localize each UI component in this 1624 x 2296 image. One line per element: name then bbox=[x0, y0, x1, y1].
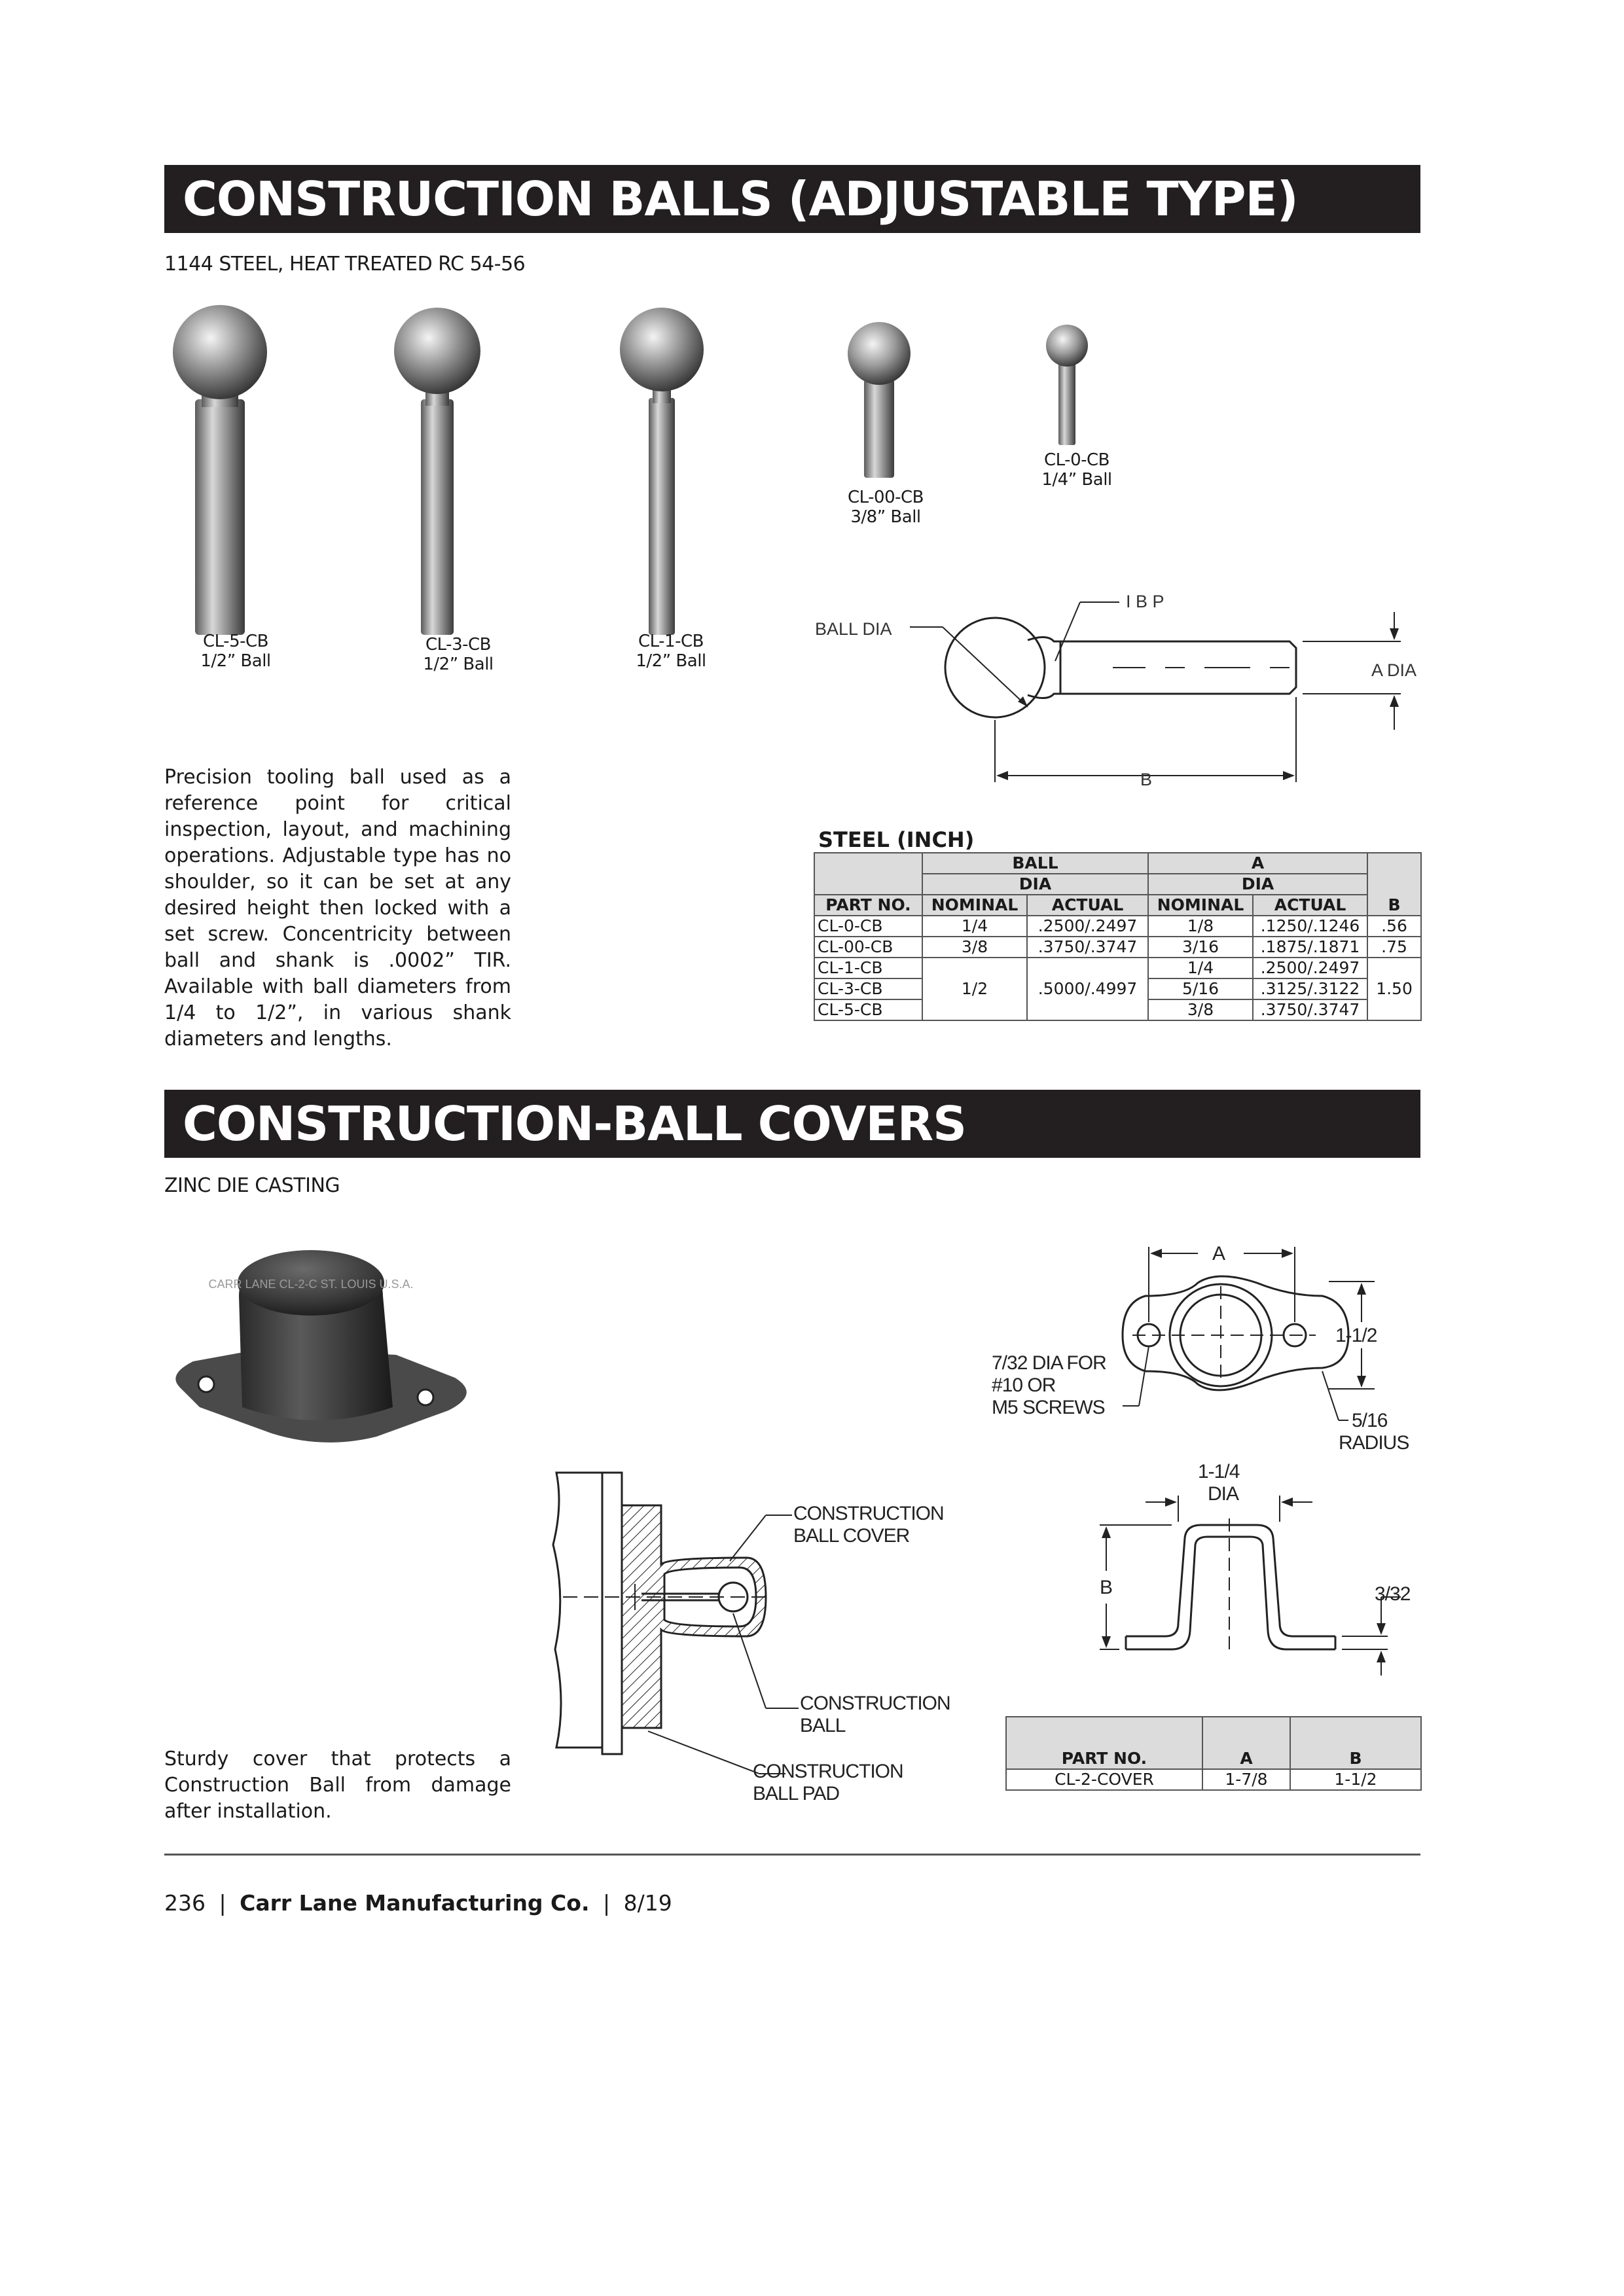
construction-balls-spec-table bbox=[814, 852, 1422, 1021]
part-no-header: PART NO. bbox=[814, 895, 922, 916]
cover-dimension-drawing bbox=[982, 1230, 1427, 1682]
ball-header: BALL bbox=[922, 853, 1148, 874]
caption-cl-0-cb: CL-0-CB 1/4” Ball bbox=[1041, 450, 1112, 490]
cl-3-cb-image bbox=[394, 308, 480, 635]
section-title-construction-balls: CONSTRUCTION BALLS (ADJUSTABLE TYPE) bbox=[164, 165, 1420, 233]
steel-inch-table-title: STEEL (INCH) bbox=[818, 827, 975, 852]
cover-assembly-section bbox=[550, 1466, 969, 1820]
ball-dia-label: BALL DIA bbox=[815, 619, 892, 639]
ibp-label: I B P bbox=[1126, 592, 1164, 611]
a-actual-header: ACTUAL bbox=[1253, 895, 1367, 916]
dim-a-label: A bbox=[1212, 1243, 1225, 1265]
b-header: B bbox=[1367, 853, 1421, 916]
label-cover-2: BALL COVER bbox=[793, 1525, 910, 1547]
cover-stamp-text: CARR LANE CL-2-C ST. LOUIS U.S.A. bbox=[208, 1278, 414, 1291]
label-pad-1: CONSTRUCTION bbox=[753, 1761, 903, 1782]
b-label: B bbox=[1140, 770, 1153, 789]
a-nominal-header: NOMINAL bbox=[1148, 895, 1253, 916]
a-dia-header: DIA bbox=[1148, 874, 1367, 895]
cl-1-cb-image bbox=[620, 308, 704, 635]
material-note: 1144 STEEL, HEAT TREATED RC 54-56 bbox=[164, 253, 526, 276]
cl-0-cb-image bbox=[1046, 325, 1088, 445]
company-name: Carr Lane Manufacturing Co. bbox=[240, 1890, 590, 1916]
footer-divider bbox=[164, 1854, 1420, 1856]
a-header: A bbox=[1148, 853, 1367, 874]
screws-label-2: #10 OR bbox=[992, 1374, 1056, 1396]
section-title-ball-covers: CONSTRUCTION-BALL COVERS bbox=[164, 1090, 1420, 1158]
caption-cl-5-cb: CL-5-CB 1/2” Ball bbox=[200, 632, 271, 671]
table-row: CL-3-CB 5/16 .3125/.3122 bbox=[814, 978, 1421, 999]
caption-cl-00-cb: CL-00-CB 3/8” Ball bbox=[847, 488, 924, 527]
cl-00-cb-image bbox=[848, 322, 911, 478]
screws-label-3: M5 SCREWS bbox=[992, 1397, 1105, 1418]
cl-5-cb-image bbox=[173, 305, 267, 635]
dim-b-label: B bbox=[1100, 1577, 1113, 1598]
construction-balls-photo bbox=[164, 301, 818, 641]
thickness-label: 3/32 bbox=[1375, 1583, 1411, 1605]
caption-cl-1-cb: CL-1-CB 1/2” Ball bbox=[636, 632, 706, 671]
label-ball-2: BALL bbox=[800, 1715, 846, 1736]
ball-actual-header: ACTUAL bbox=[1027, 895, 1148, 916]
dim-one-half-label: 1-1/2 bbox=[1335, 1325, 1377, 1346]
cover-part-no-header: PART NO. bbox=[1006, 1717, 1202, 1769]
table-row: CL-1-CB 1/2 .5000/.4997 1/4 .2500/.2497 1.50 bbox=[814, 958, 1421, 978]
table-row: CL-5-CB 3/8 .3750/.3747 bbox=[814, 999, 1421, 1020]
dia-label-2: DIA bbox=[1208, 1483, 1239, 1505]
label-ball-1: CONSTRUCTION bbox=[800, 1693, 950, 1714]
cover-material-note: ZINC DIE CASTING bbox=[164, 1174, 340, 1197]
table-row: CL-2-COVER 1-7/8 1-1/2 bbox=[1006, 1769, 1421, 1790]
dia-label-1: 1-1/4 bbox=[1198, 1461, 1240, 1482]
ball-dia-header: DIA bbox=[922, 874, 1148, 895]
ball-cover-photo bbox=[167, 1237, 481, 1492]
cover-description: Sturdy cover that protects a Construction Ball from damage after installation. bbox=[164, 1748, 511, 1823]
cover-a-header: A bbox=[1202, 1717, 1290, 1769]
a-dia-label: A DIA bbox=[1371, 660, 1417, 680]
radius-label-1: 5/16 bbox=[1352, 1410, 1388, 1431]
label-pad-2: BALL PAD bbox=[753, 1783, 840, 1804]
ball-dimension-diagram bbox=[805, 583, 1434, 805]
cover-spec-table bbox=[1005, 1716, 1422, 1791]
construction-balls-description: Precision tooling ball used as a reference point for critical inspection, layout, and machining operations. Adjustable type has no shoulder, so it can be set at any desired height then locked with a set screw. Concentricity between ball and shank is .0002” TIR. Available with ball diameters from 1/4 to 1/2”, in various shank diameters and lengths. bbox=[164, 766, 511, 1050]
page-number: 236 bbox=[164, 1890, 206, 1916]
label-cover-1: CONSTRUCTION bbox=[793, 1503, 944, 1524]
caption-cl-3-cb: CL-3-CB 1/2” Ball bbox=[423, 635, 494, 674]
table-row: CL-00-CB 3/8 .3750/.3747 3/16 .1875/.1871 .75 bbox=[814, 937, 1421, 958]
ball-nominal-header: NOMINAL bbox=[922, 895, 1027, 916]
footer: 236 | Carr Lane Manufacturing Co. | 8/19 bbox=[164, 1890, 672, 1916]
cover-b-header: B bbox=[1290, 1717, 1421, 1769]
footer-date: 8/19 bbox=[623, 1890, 672, 1916]
screws-label-1: 7/32 DIA FOR bbox=[992, 1352, 1106, 1374]
radius-label-2: RADIUS bbox=[1339, 1432, 1409, 1454]
table-row: CL-0-CB 1/4 .2500/.2497 1/8 .1250/.1246 .56 bbox=[814, 916, 1421, 937]
